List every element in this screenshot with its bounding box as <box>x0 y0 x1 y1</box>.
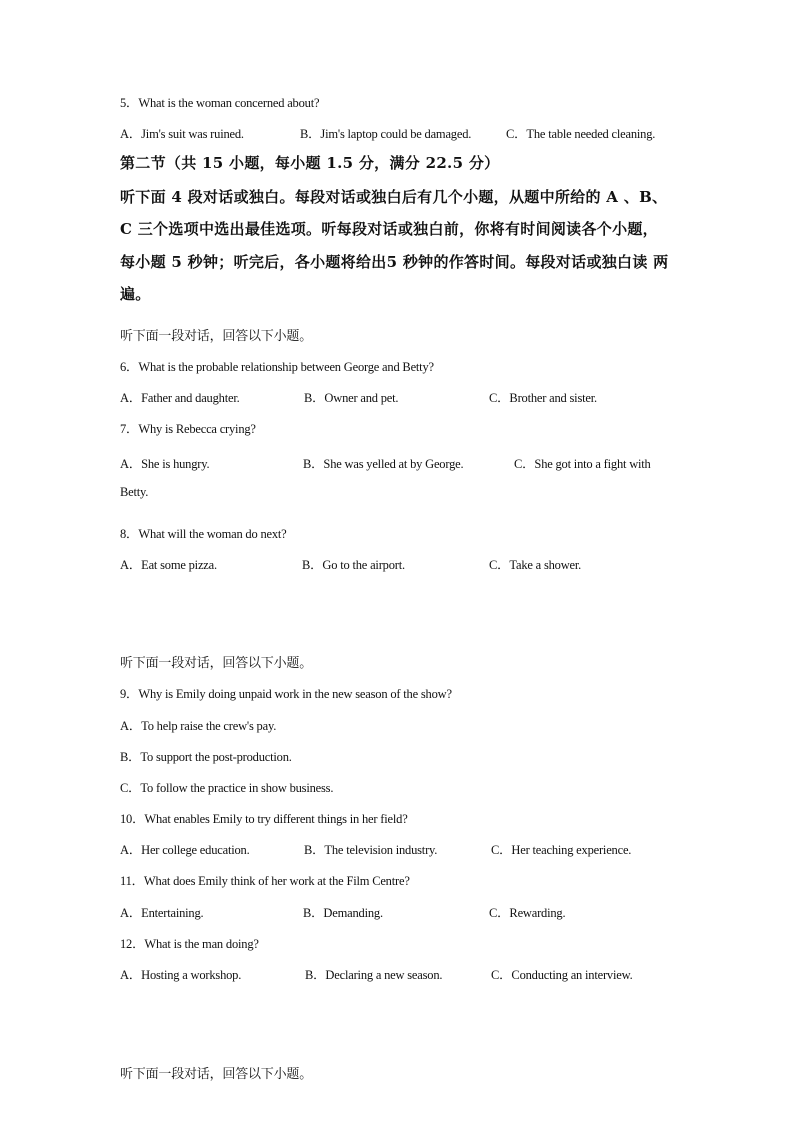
q8-question: 8．What will the woman do next? <box>120 527 287 541</box>
q10-question: 10．What enables Emily to try different things in her field? <box>120 812 408 826</box>
group3-intro: 听下面一段对话，回答以下小题。 <box>120 1067 313 1082</box>
q11-option-b: B．Demanding. <box>303 906 383 920</box>
q11-question: 11．What does Emily think of her work at the Film Centre? <box>120 874 410 888</box>
group2-intro: 听下面一段对话，回答以下小题。 <box>120 656 313 671</box>
q5-option-b: B．Jim's laptop could be damaged. <box>300 127 472 141</box>
q9-option-c: C．To follow the practice in show business. <box>120 781 334 795</box>
section-title: 第二节（共 15 小题，每小题 1.5 分，满分 22.5 分） <box>120 154 500 172</box>
q7-question: 7．Why is Rebecca crying? <box>120 422 256 436</box>
section-instructions-line-4: 遍。 <box>120 285 151 303</box>
q6-option-b: B．Owner and pet. <box>304 391 399 405</box>
group1-intro: 听下面一段对话，回答以下小题。 <box>120 329 313 344</box>
section-instructions-line-1: 听下面 4 段对话或独白。每段对话或独白后有几个小题，从题中所给的 A 、B、 <box>120 188 668 206</box>
q10-option-c: C．Her teaching experience. <box>491 843 632 857</box>
q5-option-c: C．The table needed cleaning. <box>506 127 656 141</box>
q8-option-b: B．Go to the airport. <box>302 558 405 572</box>
q5-question: 5．What is the woman concerned about? <box>120 96 320 110</box>
q7-option-c-continued: Betty. <box>120 485 149 499</box>
q6-question: 6．What is the probable relationship between George and Betty? <box>120 360 434 374</box>
q12-question: 12．What is the man doing? <box>120 937 259 951</box>
q9-question: 9．Why is Emily doing unpaid work in the new season of the show? <box>120 687 452 701</box>
q7-option-a: A．She is hungry. <box>120 457 210 471</box>
q5-option-a: A．Jim's suit was ruined. <box>120 127 244 141</box>
section-instructions-line-3: 每小题 5 秒钟；听完后，各小题将给出5 秒钟的作答时间。每段对话或独白读 两 <box>120 253 669 271</box>
q8-option-a: A．Eat some pizza. <box>120 558 217 572</box>
q7-option-c: C．She got into a fight with <box>514 457 651 471</box>
q6-option-c: C．Brother and sister. <box>489 391 597 405</box>
q12-option-c: C．Conducting an interview. <box>491 968 633 982</box>
q10-option-b: B．The television industry. <box>304 843 438 857</box>
q10-option-a: A．Her college education. <box>120 843 250 857</box>
q6-option-a: A．Father and daughter. <box>120 391 240 405</box>
q12-option-a: A．Hosting a workshop. <box>120 968 242 982</box>
section-instructions-line-2: C 三个选项中选出最佳选项。听每段对话或独白前，你将有时间阅读各个小题， <box>120 220 658 238</box>
q11-option-a: A．Entertaining. <box>120 906 204 920</box>
q7-option-b: B．She was yelled at by George. <box>303 457 464 471</box>
q9-option-a: A．To help raise the crew's pay. <box>120 719 277 733</box>
q8-option-c: C．Take a shower. <box>489 558 582 572</box>
q12-option-b: B．Declaring a new season. <box>305 968 443 982</box>
q11-option-c: C．Rewarding. <box>489 906 566 920</box>
q9-option-b: B．To support the post-production. <box>120 750 292 764</box>
